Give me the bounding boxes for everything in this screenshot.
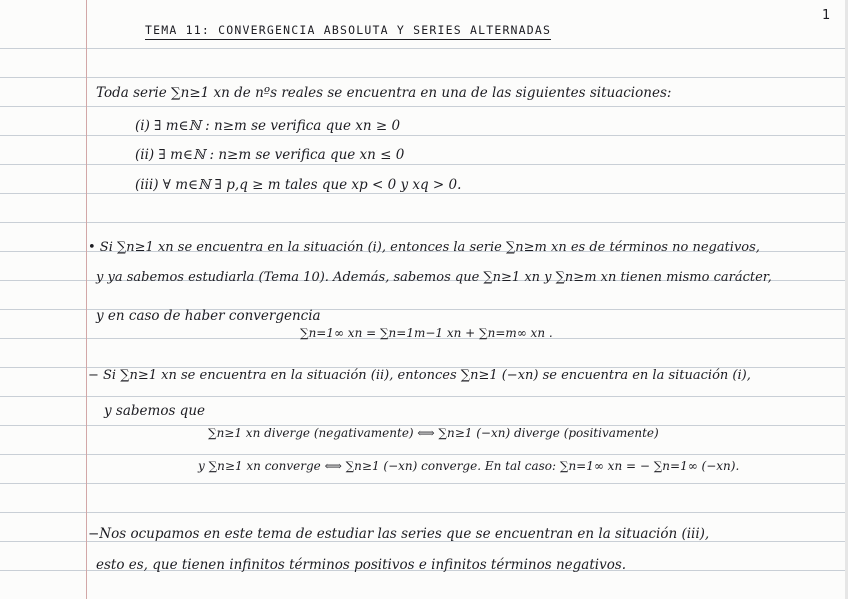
paragraph2-line1: − Si ∑n≥1 xn se encuentra en la situación (ii), entonces ∑n≥1 (−xn) se encuentra en la situación (i), (88, 368, 751, 383)
ruled-line (0, 512, 848, 513)
formula-convergence: y ∑n≥1 xn converge ⟺ ∑n≥1 (−xn) converge. En tal caso: ∑n=1∞ xn = − ∑n=1∞ (−xn). (198, 459, 740, 473)
page-title: TEMA 11: CONVERGENCIA ABSOLUTA Y SERIES ALTERNADAS (145, 22, 551, 40)
ruled-line (0, 135, 848, 136)
page-number: 1 (822, 8, 831, 23)
ruled-line (0, 164, 848, 165)
ruled-line (0, 106, 848, 107)
ruled-line (0, 483, 848, 484)
case-iii: (iii) ∀ m∈ℕ ∃ p,q ≥ m tales que xp < 0 y xq > 0. (135, 177, 462, 193)
ruled-line (0, 396, 848, 397)
ruled-line (0, 454, 848, 455)
ruled-line (0, 193, 848, 194)
paragraph1-line1: • Si ∑n≥1 xn se encuentra en la situación (i), entonces la serie ∑n≥m xn es de términos no negativos, (88, 240, 760, 255)
paragraph1-line3: y en caso de haber convergencia (96, 308, 321, 324)
margin-line (86, 0, 87, 599)
formula-divergence: ∑n≥1 xn diverge (negativamente) ⟺ ∑n≥1 (−xn) diverge (positivamente) (208, 426, 659, 440)
intro-line: Toda serie ∑n≥1 xn de nºs reales se encuentra en una de las siguientes situaciones: (96, 85, 672, 101)
formula-sum-split: ∑n=1∞ xn = ∑n=1m−1 xn + ∑n=m∞ xn . (300, 326, 553, 340)
paragraph2-line2: y sabemos que (104, 403, 205, 419)
ruled-line (0, 222, 848, 223)
paragraph3-line2: esto es, que tienen infinitos términos positivos e infinitos términos negativos. (96, 557, 627, 573)
ruled-line (0, 77, 848, 78)
case-ii: (ii) ∃ m∈ℕ : n≥m se verifica que xn ≤ 0 (135, 147, 405, 163)
paragraph1-line2: y ya sabemos estudiarla (Tema 10). Además, sabemos que ∑n≥1 xn y ∑n≥m xn tienen mismo carácter, (96, 270, 772, 285)
case-i: (i) ∃ m∈ℕ : n≥m se verifica que xn ≥ 0 (135, 118, 401, 134)
paragraph3-line1: −Nos ocupamos en este tema de estudiar las series que se encuentran en la situación (iii), (88, 526, 710, 542)
ruled-line (0, 48, 848, 49)
